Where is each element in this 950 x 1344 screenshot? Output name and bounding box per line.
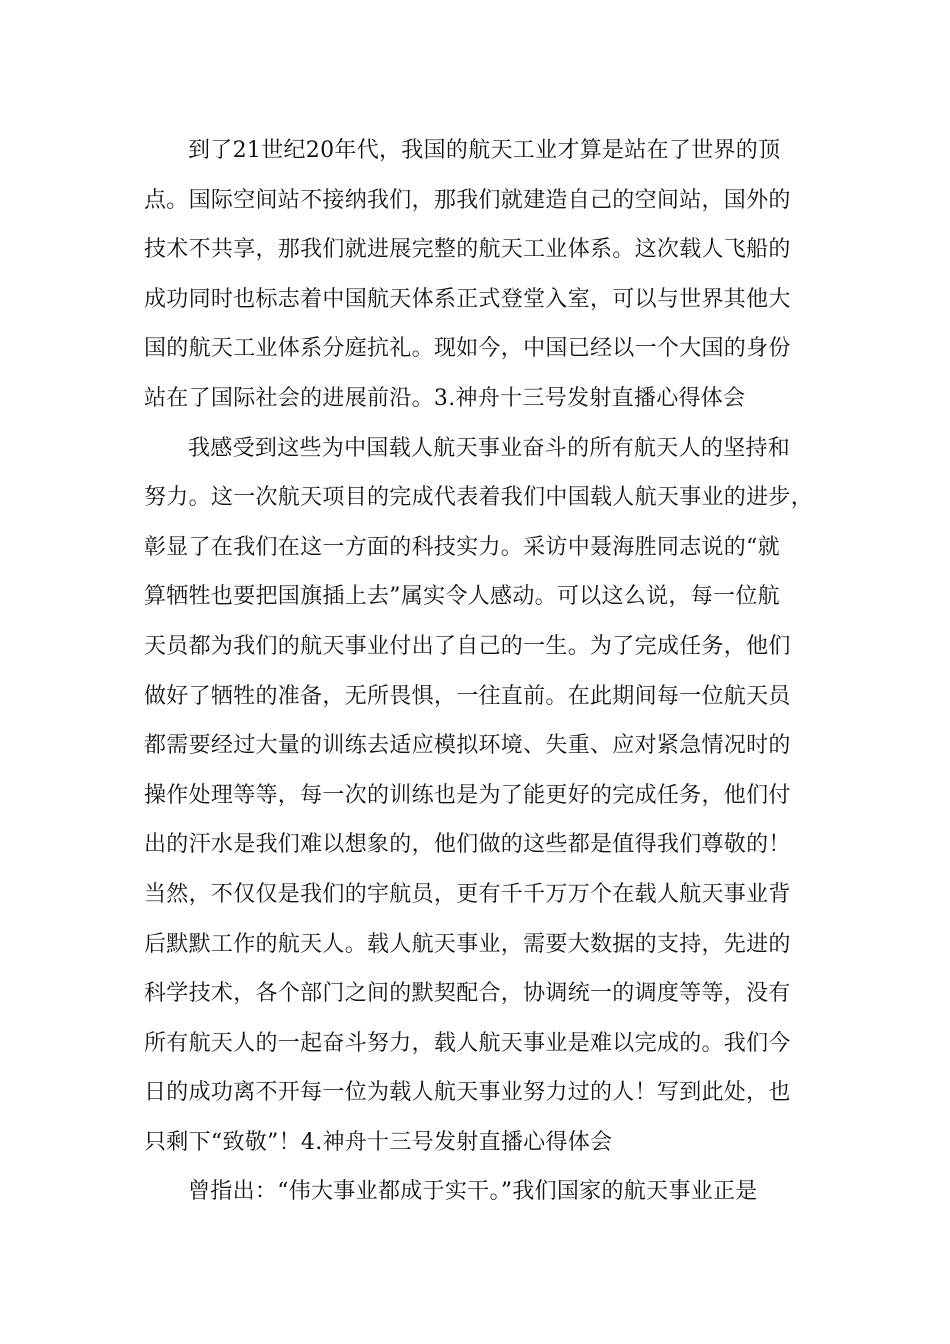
text-line: 成功同时也标志着中国航天体系正式登堂入室，可以与世界其他大 [144,286,791,312]
text-line: 曾指出：“伟大事业都成于实干。”我们国家的航天事业正是 [188,1179,758,1205]
text-line: 到了21世纪20年代，我国的航天工业才算是站在了世界的顶 [188,138,781,163]
text-line: 只剩下“致敬”！4.神舟十三号发射直播心得体会 [144,1129,613,1155]
text-line: 站在了国际社会的进展前沿。3.神舟十三号发射直播心得体会 [144,385,746,411]
text-line: 算牺牲也要把国旗插上去”属实令人感动。可以这么说，每一位航 [144,584,780,610]
text-line: 做好了牺牲的准备，无所畏惧，一往直前。在此期间每一位航天员 [144,683,791,709]
text-line: 出的汗水是我们难以想象的，他们做的这些都是值得我们尊敬的！ [144,832,791,858]
text-line: 技术不共享，那我们就进展完整的航天工业体系。这次载人飞船的 [144,237,791,263]
text-line: 天员都为我们的航天事业付出了自己的一生。为了完成任务，他们 [144,633,791,659]
text-line: 日的成功离不开每一位为载人航天事业努力过的人！写到此处，也 [144,1080,791,1106]
text-line: 我感受到这些为中国载人航天事业奋斗的所有航天人的坚持和 [188,435,791,461]
text-line: 都需要经过大量的训练去适应模拟环境、失重、应对紧急情况时的 [144,733,791,759]
text-line: 操作处理等等，每一次的训练也是为了能更好的完成任务，他们付 [144,782,791,808]
text-line: 点。国际空间站不接纳我们，那我们就建造自己的空间站，国外的 [144,187,791,213]
text-line: 努力。这一次航天项目的完成代表着我们中国载人航天事业的进步， [144,485,814,511]
text-line: 科学技术，各个部门之间的默契配合，协调统一的调度等等，没有 [144,981,791,1007]
text-line: 当然，不仅仅是我们的宇航员，更有千千万万个在载人航天事业背 [144,881,791,907]
document-body [144,131,816,1222]
text-line: 所有航天人的一起奋斗努力，载人航天事业是难以完成的。我们今 [144,1030,791,1056]
text-line: 国的航天工业体系分庭抗礼。现如今，中国已经以一个大国的身份 [144,336,791,362]
text-line: 彰显了在我们在这一方面的科技实力。采访中聂海胜同志说的“就 [144,534,780,560]
text-line: 后默默工作的航天人。载人航天事业，需要大数据的支持，先进的 [144,931,791,957]
